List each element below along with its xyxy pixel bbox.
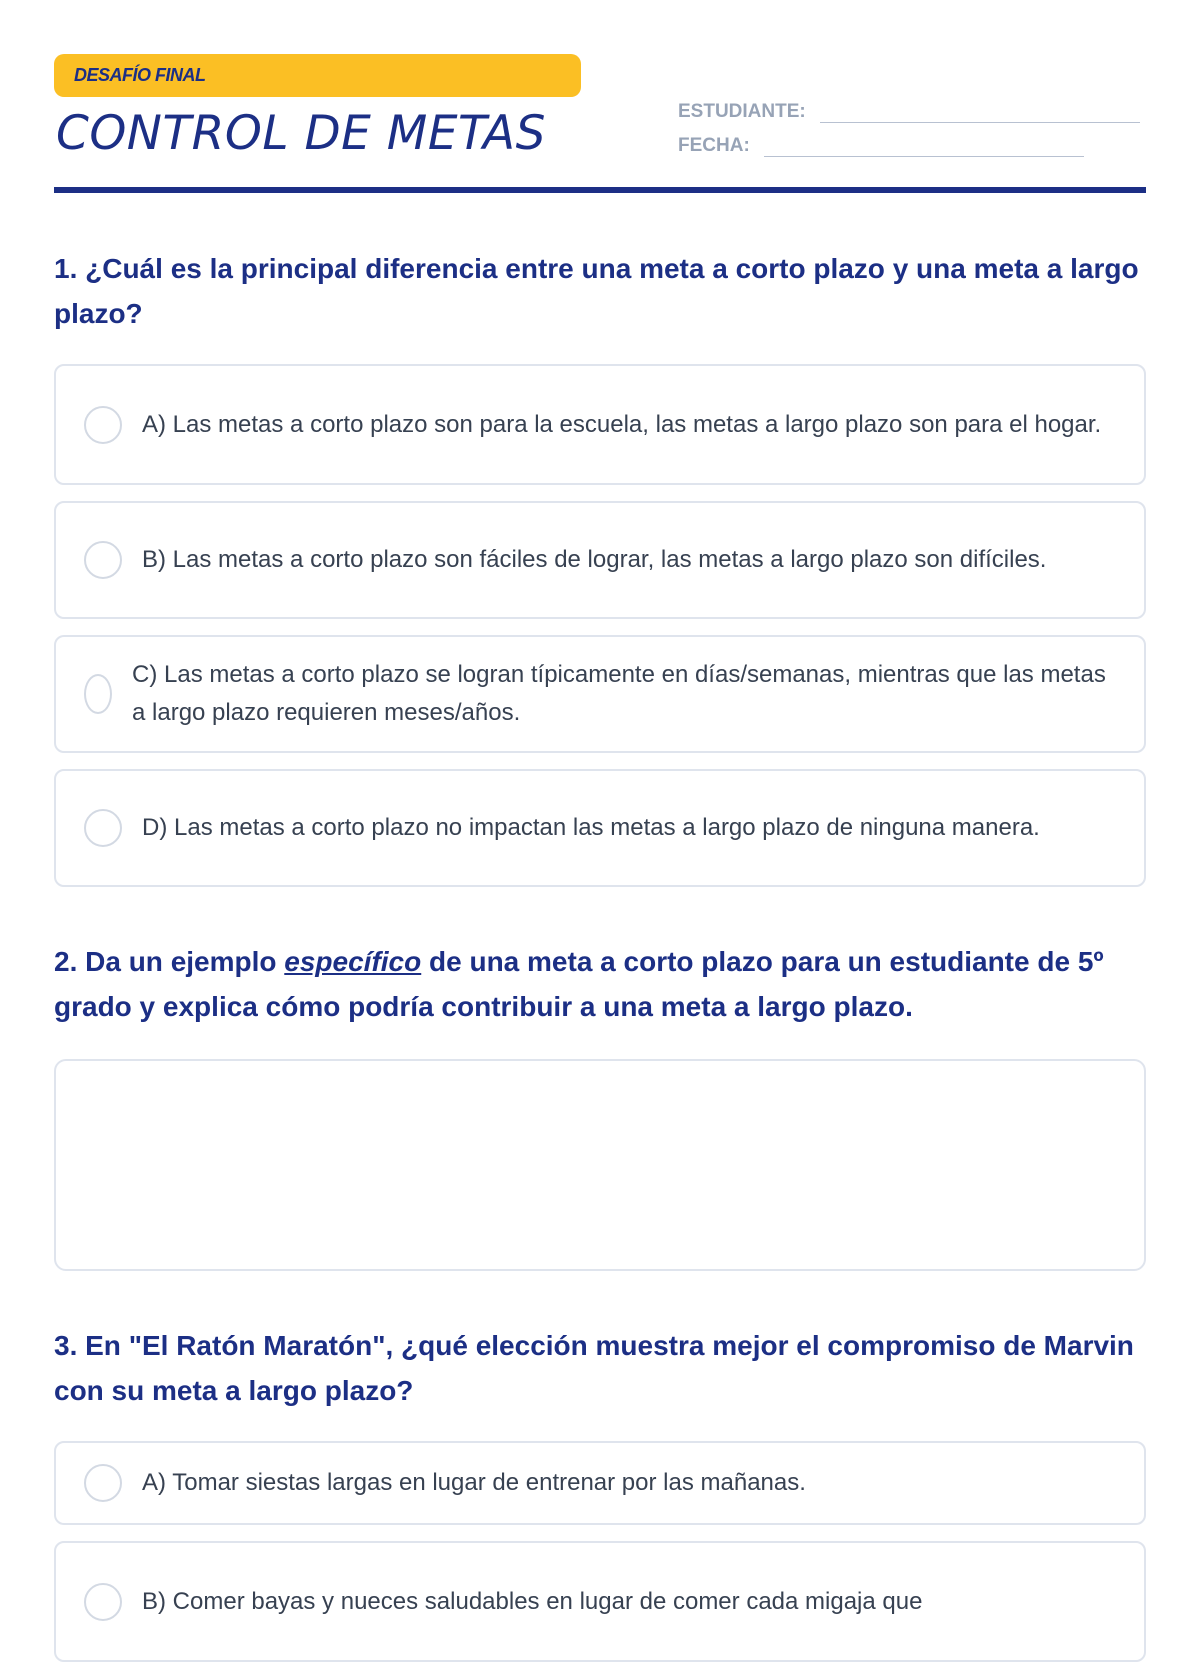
date-line[interactable] [764, 137, 1084, 157]
question-3-option-a[interactable] [54, 1441, 1146, 1525]
radio-button-icon[interactable] [84, 406, 122, 444]
page-title: CONTROL DE METAS [56, 106, 546, 161]
question-2-text-start: 2. Da un ejemplo [54, 946, 285, 977]
student-name-line[interactable] [820, 103, 1140, 123]
question-2-emphasis: específico [284, 946, 422, 977]
student-label: ESTUDIANTE: [678, 101, 806, 122]
radio-button-icon[interactable] [84, 674, 112, 714]
option-label: A) Las metas a corto plazo son para la escuela, las metas a largo plazo son para el hogar. [142, 410, 1102, 438]
question-1-text: 1. ¿Cuál es la principal diferencia entre una meta a corto plazo y una meta a largo plazo? [54, 253, 1139, 329]
question-2-text [54, 939, 1146, 1029]
question-2-answer-box[interactable] [54, 1059, 1146, 1271]
header-divider [54, 187, 1146, 193]
challenge-banner [54, 54, 581, 97]
challenge-badge-label: DESAFÍO FINAL [74, 65, 206, 85]
option-label: B) Comer bayas y nueces saludables en lugar de comer cada migaja que [142, 1587, 923, 1615]
option-label: D) Las metas a corto plazo no impactan las metas a largo plazo de ninguna manera. [142, 814, 1040, 841]
question-3-option-b[interactable] [54, 1541, 1146, 1662]
option-label: C) Las metas a corto plazo se logran típicamente en días/semanas, mientras que las metas a largo plazo requieren meses/años. [132, 661, 1106, 726]
question-1-option-d[interactable] [54, 769, 1146, 887]
question-1-option-b[interactable] [54, 501, 1146, 619]
radio-button-icon[interactable] [84, 809, 122, 847]
question-3-text: 3. En "El Ratón Maratón", ¿qué elección muestra mejor el compromiso de Marvin con su meta a largo plazo? [54, 1330, 1134, 1406]
date-label: FECHA: [678, 135, 750, 156]
worksheet-header [54, 54, 1146, 194]
question-2-text-end: de una meta a corto plazo para un estudiante de 5º grado y explica cómo podría contribuir a una meta a largo plazo. [54, 946, 1104, 1022]
option-label: B) Las metas a corto plazo son fáciles de lograr, las metas a largo plazo son difíciles. [142, 546, 1047, 573]
radio-button-icon[interactable] [84, 1464, 122, 1502]
worksheet-page [54, 54, 1146, 1678]
question-1-option-a[interactable] [54, 364, 1146, 485]
question-3-options [54, 1441, 1146, 1662]
option-label: A) Tomar siestas largas en lugar de entrenar por las mañanas. [142, 1469, 806, 1496]
student-field [678, 101, 1140, 123]
date-field [678, 135, 1084, 157]
radio-button-icon[interactable] [84, 1583, 122, 1621]
question-1-options [54, 364, 1146, 887]
radio-button-icon[interactable] [84, 541, 122, 579]
question-1-option-c[interactable] [54, 635, 1146, 753]
